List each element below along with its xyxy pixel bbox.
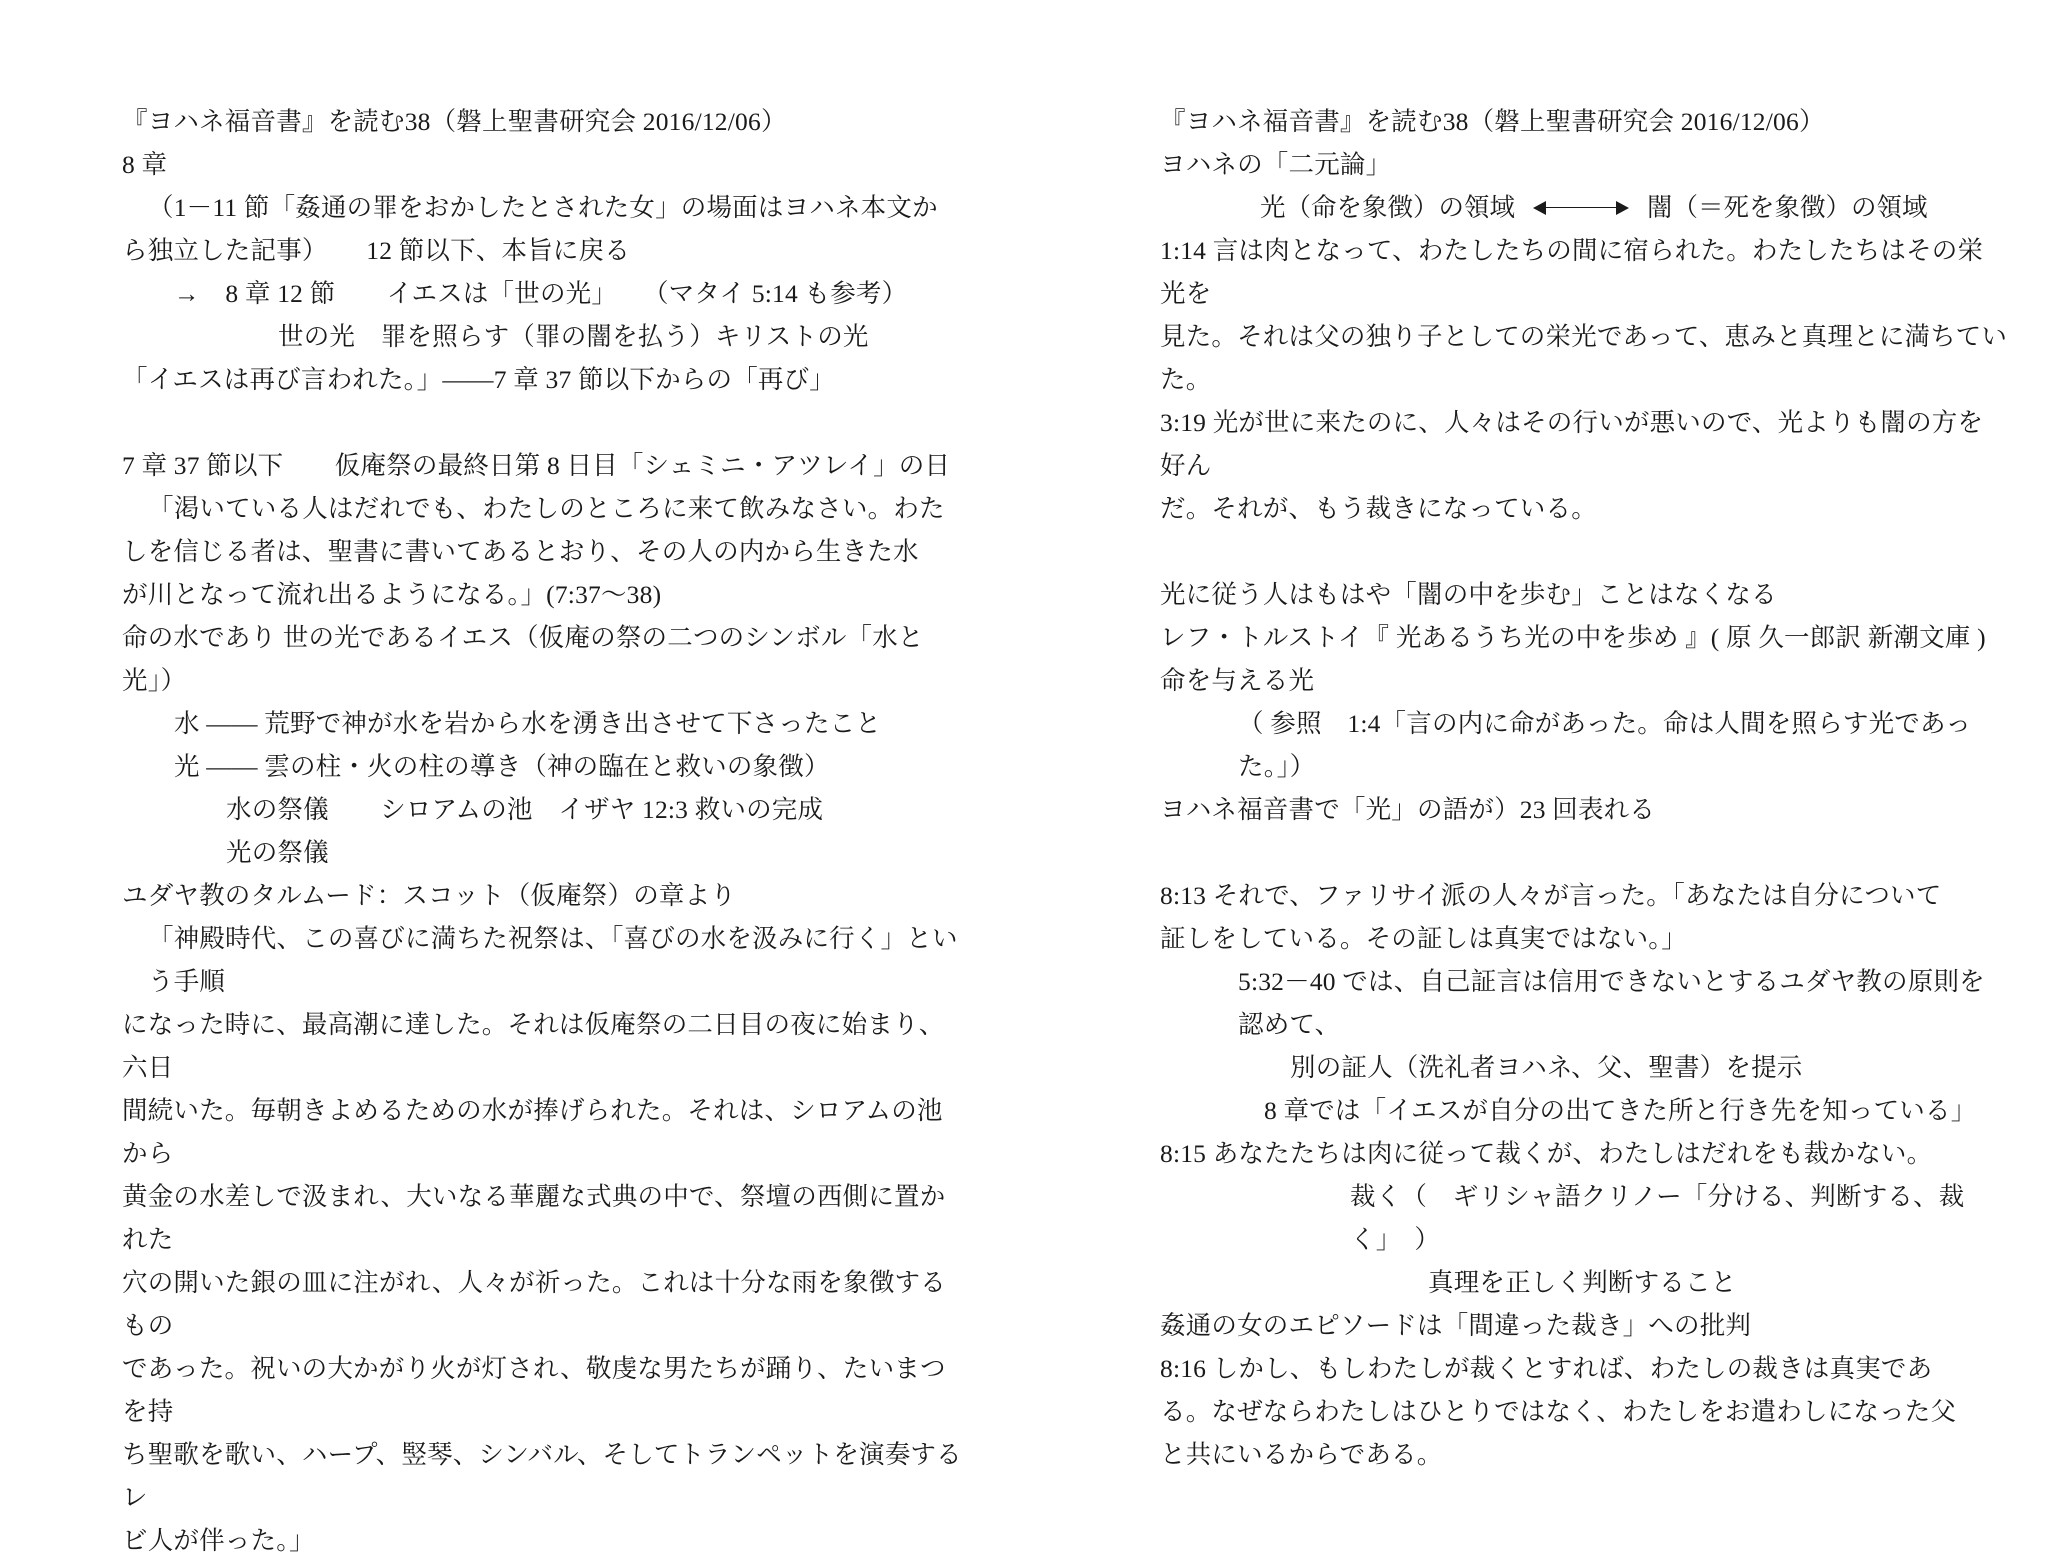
text-line: 穴の開いた銀の皿に注がれ、人々が祈った。これは十分な雨を象徴するもの bbox=[122, 1268, 946, 1340]
text-line: になった時に、最高潮に達した。それは仮庵祭の二日目の夜に始まり、六日 bbox=[122, 1010, 945, 1082]
text-line: 「神殿時代、この喜びに満ちた祝祭は、「喜びの水を汲みに行く」という手順 bbox=[148, 924, 958, 996]
left-column-heading: 『ヨハネ福音書』を読む38（磐上聖書研究会 2016/12/06） bbox=[122, 107, 787, 136]
text-line: 8:13 それで、ファリサイ派の人々が言った。「あなたは自分について bbox=[1160, 881, 1942, 910]
text-line: 見た。それは父の独り子としての栄光であって、恵みと真理とに満ちていた。 bbox=[1160, 322, 2008, 394]
text-line: 黄金の水差しで汲まれ、大いなる華麗な式典の中で、祭壇の西側に置かれた bbox=[122, 1182, 946, 1254]
duality-diagram bbox=[1160, 186, 2008, 229]
text-line: る。なぜならわたしはひとりではなく、わたしをお遣わしになった父 bbox=[1160, 1397, 1957, 1426]
text-line: ヨハネ福音書で「光」の語が）23 回表れる bbox=[1160, 795, 1656, 824]
text-line: 8:15 あなたたちは肉に従って裁くが、わたしはだれをも裁かない。 bbox=[1160, 1139, 1933, 1168]
text-line: レフ・トルストイ『 光あるうち光の中を歩め 』( 原 久一郎訳 新潮文庫 ) bbox=[1160, 623, 1986, 652]
text-line: ユダヤ教のタルムード：スコット（仮庵祭）の章より bbox=[122, 881, 736, 910]
text-line: 光に従う人はもはや「闇の中を歩む」ことはなくなる bbox=[1160, 580, 1777, 609]
left-column-body bbox=[122, 143, 964, 1562]
text-line: ら独立した記事） 12 節以下、本旨に戻る bbox=[122, 236, 631, 265]
text-line: 5:32－40 では、自己証言は信用できないとするユダヤ教の原則を認めて、 bbox=[1238, 967, 1985, 1039]
paragraph-spacer bbox=[122, 401, 964, 444]
text-line: 「イエスは再び言われた。」――7 章 37 節以下からの「再び」 bbox=[122, 365, 836, 394]
text-line: 間続いた。毎朝きよめるための水が捧げられた。それは、シロアムの池から bbox=[122, 1096, 943, 1168]
right-column-subheading: ヨハネの「二元論」 bbox=[1160, 150, 1392, 179]
duality-left-label: 光（命を象徴）の領域 bbox=[1260, 193, 1516, 222]
text-line: が川となって流れ出るようになる。」(7:37～38) bbox=[122, 580, 662, 609]
text-line: 「渇いている人はだれでも、わたしのところに来て飲みなさい。わた bbox=[148, 494, 945, 523]
text-line: 命を与える光 bbox=[1160, 666, 1315, 695]
text-line: であった。祝いの大かがり火が灯され、敬虔な男たちが踊り、たいまつを持 bbox=[122, 1354, 946, 1426]
text-line: 姦通の女のエピソードは「間違った裁き」への批判 bbox=[1160, 1311, 1752, 1340]
text-line: 光の祭儀 bbox=[226, 838, 329, 867]
text-line: 光 ―― 雲の柱・火の柱の導き（神の臨在と救いの象徴） bbox=[174, 752, 830, 781]
text-line: 8 章 bbox=[122, 150, 168, 179]
text-line: 世の光 罪を照らす（罪の闇を払う）キリストの光 bbox=[278, 322, 869, 351]
text-line: しを信じる者は、聖書に書いてあるとおり、その人の内から生きた水 bbox=[122, 537, 919, 566]
text-line: 裁く（ ギリシャ語クリノー「分ける、判断する、裁く」 ） bbox=[1350, 1182, 1965, 1254]
text-line: 命の水であり 世の光であるイエス（仮庵の祭の二つのシンボル「水と光」） bbox=[122, 623, 924, 695]
text-line: （ 参照 1:4「言の内に命があった。命は人間を照らす光であった。」） bbox=[1238, 709, 1972, 781]
text-line: と共にいるからである。 bbox=[1160, 1440, 1443, 1469]
text-line: 3:19 光が世に来たのに、人々はその行いが悪いので、光よりも闇の方を好ん bbox=[1160, 408, 1984, 480]
text-line: 証しをしている。その証しは真実ではない。」 bbox=[1160, 924, 1687, 953]
text-line: → 8 章 12 節 イエスは「世の光」 （マタイ 5:14 も参考） bbox=[174, 279, 908, 308]
text-line: ビ人が伴った。」 bbox=[122, 1526, 315, 1555]
left-column bbox=[0, 0, 1024, 1555]
text-line: 1:14 言は肉となって、わたしたちの間に宿られた。わたしたちはその栄光を bbox=[1160, 236, 1984, 308]
right-column-body bbox=[1160, 229, 2008, 1476]
right-column-heading: 『ヨハネ福音書』を読む38（磐上聖書研究会 2016/12/06） bbox=[1160, 107, 1825, 136]
right-column bbox=[1024, 0, 2048, 1469]
text-line: ち聖歌を歌い、ハープ、竪琴、シンバル、そしてトランペットを演奏するレ bbox=[122, 1440, 962, 1512]
text-line: 7 章 37 節以下 仮庵祭の最終日第 8 日目「シェミニ・アツレイ」の日 bbox=[122, 451, 951, 480]
text-line: だ。それが、もう裁きになっている。 bbox=[1160, 494, 1597, 523]
text-line: 水の祭儀 シロアムの池 イザヤ 12:3 救いの完成 bbox=[226, 795, 824, 824]
text-line: 水 ―― 荒野で神が水を岩から水を湧き出させて下さったこと bbox=[174, 709, 882, 738]
text-line: （1－11 節「姦通の罪をおかしたとされた女」の場面はヨハネ本文か bbox=[148, 193, 938, 222]
paragraph-spacer bbox=[1160, 831, 2008, 874]
text-line: 別の証人（洗礼者ヨハネ、父、聖書）を提示 bbox=[1290, 1053, 1803, 1082]
text-line: 8:16 しかし、もしわたしが裁くとすれば、わたしの裁きは真実であ bbox=[1160, 1354, 1933, 1383]
text-line: 真理を正しく判断すること bbox=[1428, 1268, 1737, 1297]
text-line: 8 章では「イエスが自分の出てきた所と行き先を知っている」 bbox=[1264, 1096, 1977, 1125]
duality-right-label: 闇（＝死を象徴）の領域 bbox=[1647, 193, 1928, 222]
double-arrow-icon bbox=[1533, 198, 1629, 218]
paragraph-spacer bbox=[1160, 530, 2008, 573]
